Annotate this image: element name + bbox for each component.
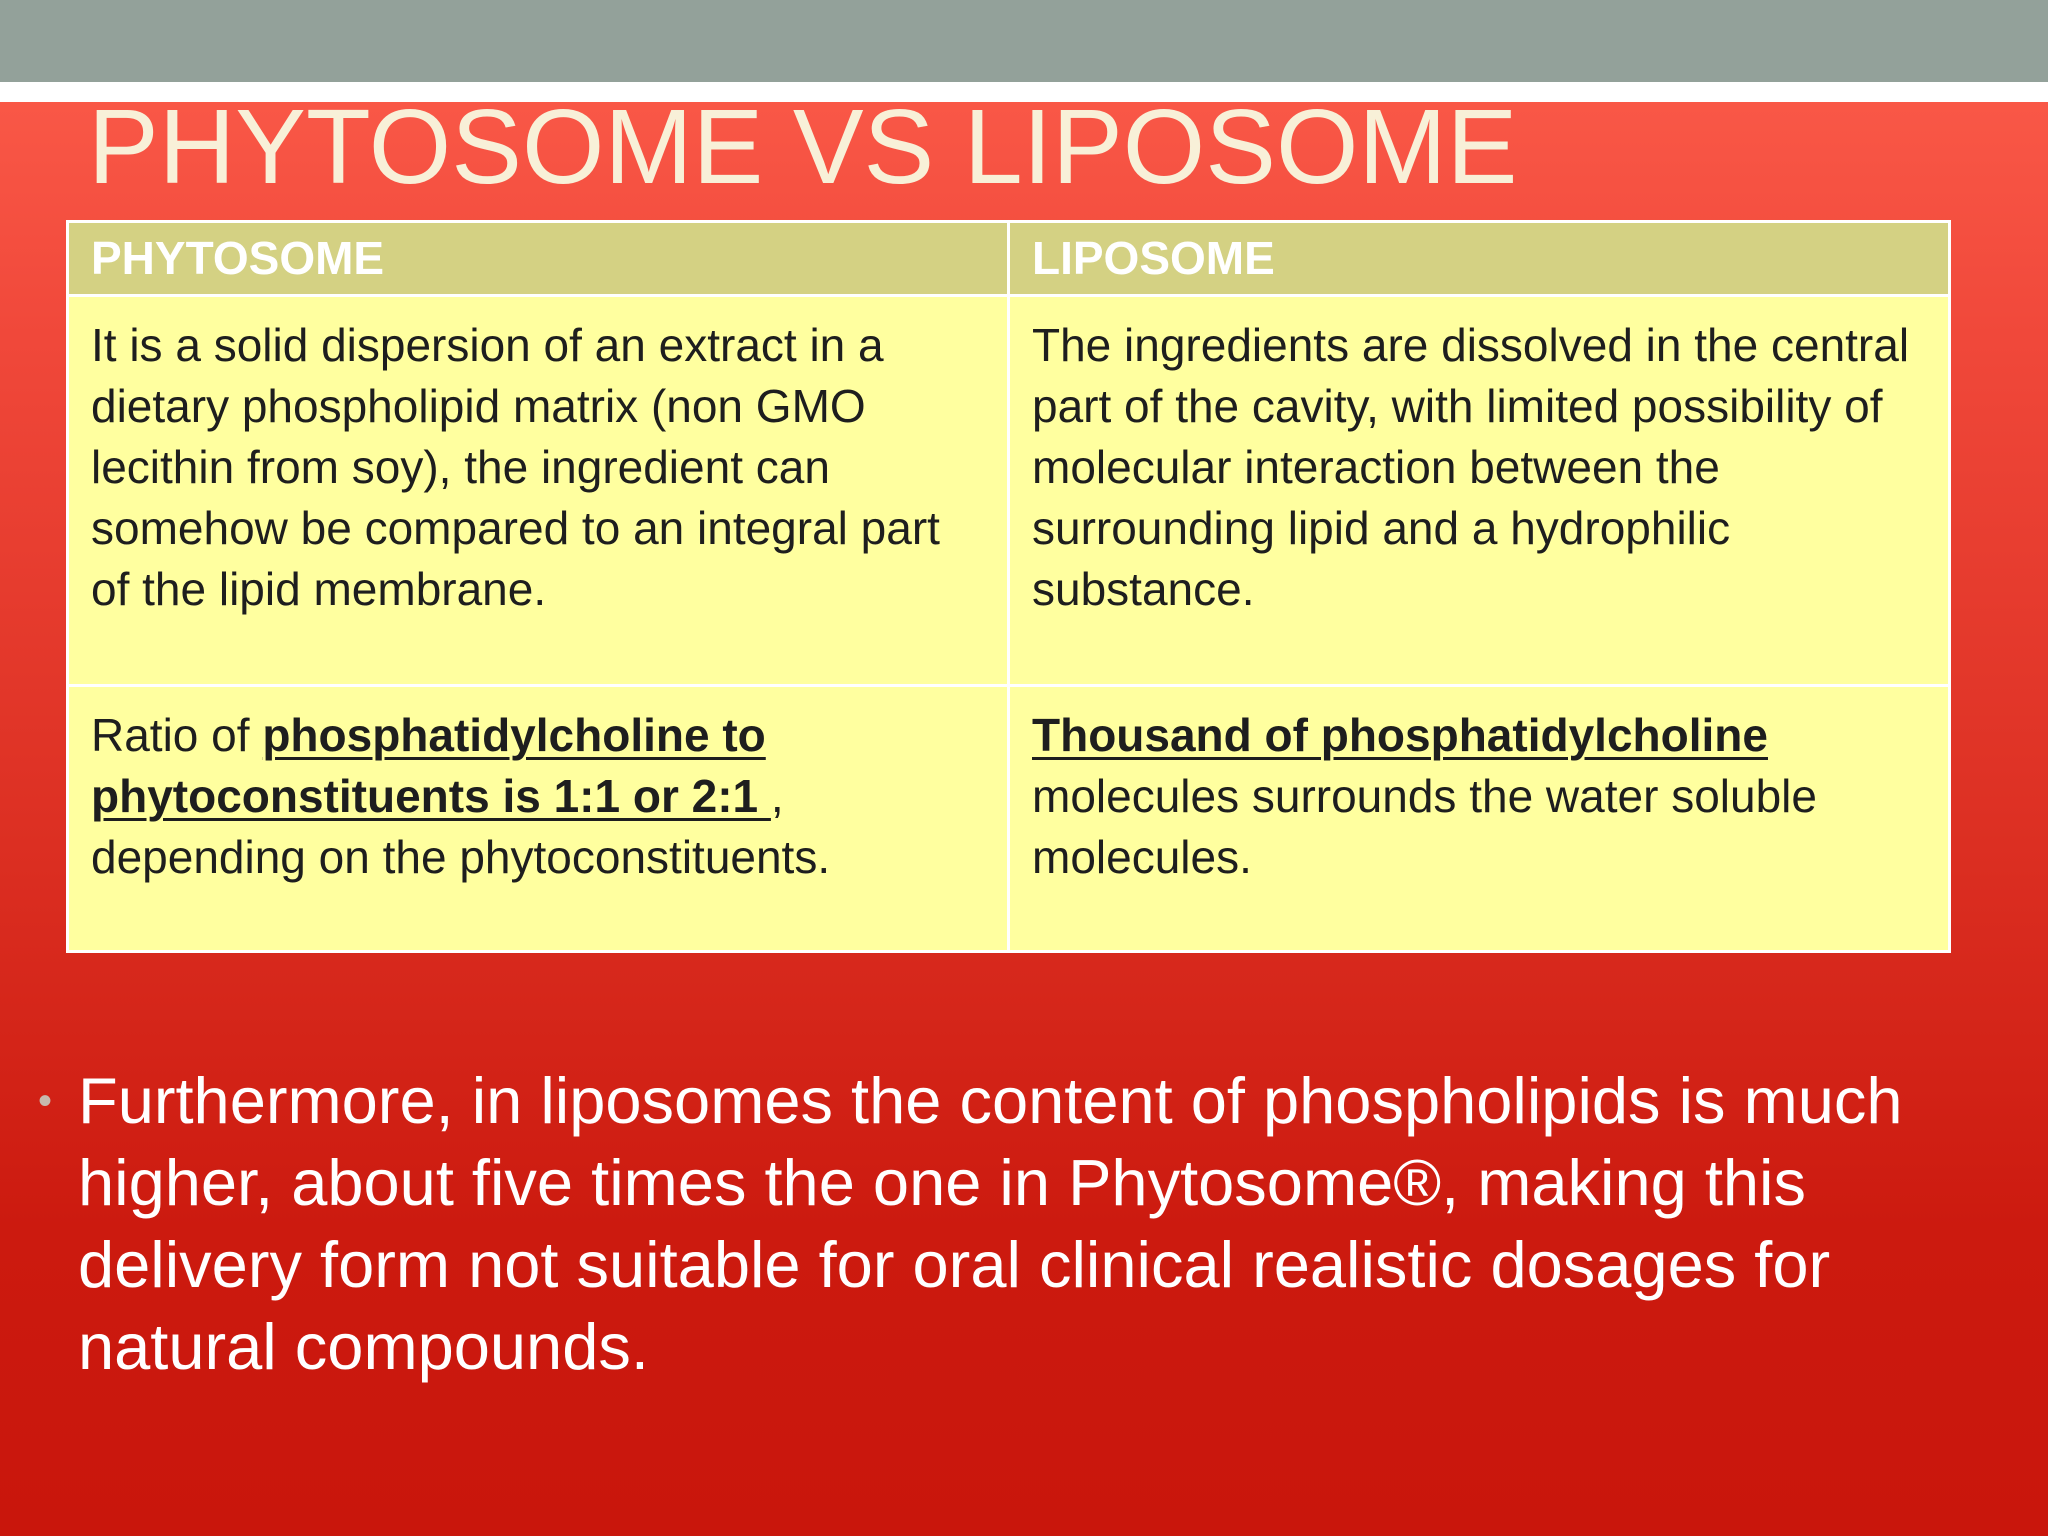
thousand-emphasis: Thousand of phosphatidylcholine <box>1032 709 1768 761</box>
bullet-marker-icon: • <box>38 1079 53 1123</box>
cell-phytosome-description: It is a solid dispersion of an extract in a dietary phospholipid matrix (non GMO lecithin from soy), the ingredient can somehow be compared to an integral part of the lipid membrane. <box>68 296 1009 686</box>
ratio-emphasis: phosphatidylcholine to phytoconstituents is 1:1 or 2:1 <box>91 709 771 822</box>
cell-phytosome-ratio <box>68 686 1009 952</box>
bullet-point <box>38 1060 1978 1388</box>
table-row <box>68 296 1950 686</box>
ratio-suffix: , depending on the phytoconstituents. <box>91 770 831 883</box>
ratio-prefix: Ratio of <box>91 709 263 761</box>
slide-title: PHYTOSOME VS LIPOSOME <box>88 88 1518 206</box>
bullet-text: Furthermore, in liposomes the content of phospholipids is much higher, about five times the one in Phytosome®, making this delivery form not suitable for oral clinical realistic dosages for natural compounds. <box>78 1064 1903 1383</box>
cell-liposome-ratio <box>1009 686 1950 952</box>
header-phytosome: PHYTOSOME <box>68 222 1009 296</box>
header-liposome: LIPOSOME <box>1009 222 1950 296</box>
table-row <box>68 686 1950 952</box>
thousand-suffix: molecules surrounds the water soluble molecules. <box>1032 770 1817 883</box>
top-band <box>0 0 2048 82</box>
cell-liposome-description: The ingredients are dissolved in the central part of the cavity, with limited possibility of molecular interaction between the surrounding lipid and a hydrophilic substance. <box>1009 296 1950 686</box>
comparison-table <box>66 220 1951 953</box>
table-header-row <box>68 222 1950 296</box>
